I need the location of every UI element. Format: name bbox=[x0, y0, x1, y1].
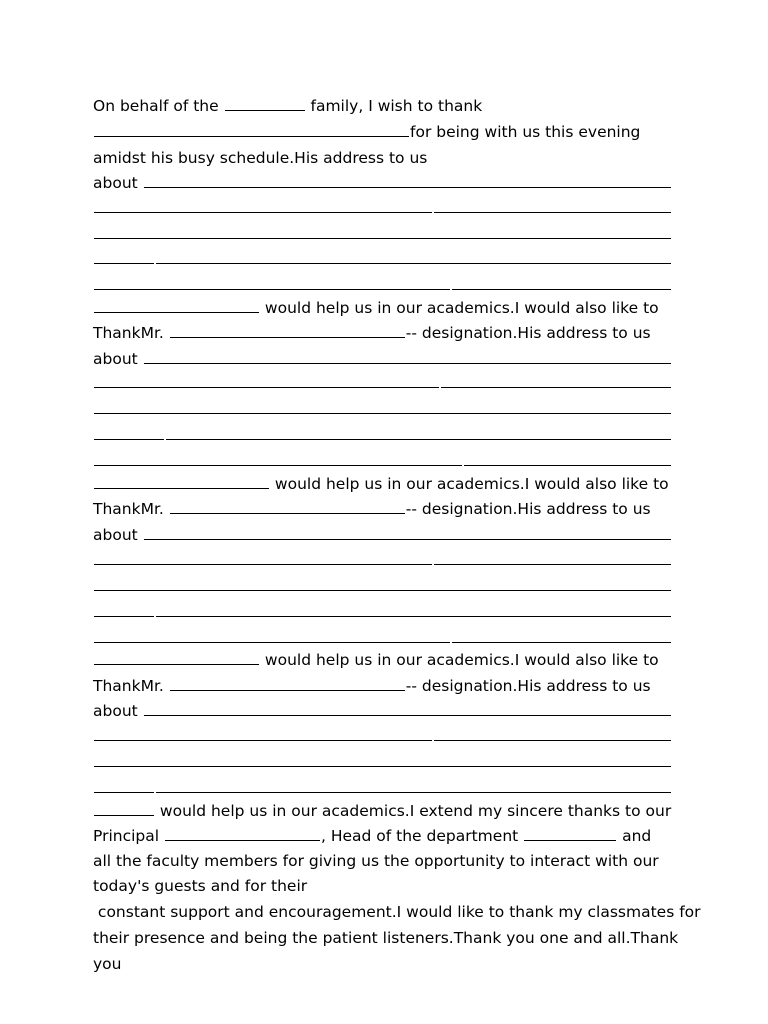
blank-underline-fill bbox=[144, 524, 671, 540]
text-line bbox=[93, 119, 672, 145]
text-line bbox=[93, 549, 672, 575]
blank-underline-fill bbox=[452, 274, 671, 290]
line-text: would help us in our academics.I would also like to bbox=[260, 651, 659, 669]
text-line bbox=[93, 698, 672, 724]
line-text: their presence and being the patient listeners.Thank you one and all.Thank bbox=[93, 929, 679, 947]
blank-underline bbox=[170, 322, 405, 338]
text-line bbox=[93, 145, 672, 171]
blank-underline bbox=[94, 121, 409, 137]
blank-underline-fill bbox=[434, 725, 671, 741]
line-text: about bbox=[93, 350, 143, 368]
line-text: amidst his busy schedule.His address to us bbox=[93, 149, 428, 167]
blank-underline-fill bbox=[434, 197, 671, 213]
line-text: would help us in our academics.I extend my sincere thanks to our bbox=[155, 802, 672, 820]
line-text: constant support and encouragement.I would like to thank my classmates for bbox=[93, 903, 701, 921]
text-line bbox=[93, 170, 672, 196]
blank-underline-fill bbox=[166, 424, 671, 440]
text-line bbox=[93, 295, 672, 321]
text-line bbox=[93, 725, 672, 751]
blank-underline bbox=[94, 800, 154, 816]
text-line bbox=[93, 346, 672, 372]
text-line bbox=[93, 398, 672, 424]
blank-underline-fill bbox=[156, 248, 671, 264]
blank-underline-fill bbox=[144, 700, 671, 716]
blank-underline bbox=[94, 601, 154, 617]
blank-underline bbox=[94, 424, 164, 440]
line-text: and bbox=[617, 827, 652, 845]
line-text: ThankMr. bbox=[93, 677, 169, 695]
line-text: family, I wish to thank bbox=[305, 97, 483, 115]
blank-underline-fill bbox=[452, 627, 671, 643]
blank-underline bbox=[94, 450, 462, 466]
line-text: -- designation.His address to us bbox=[405, 677, 651, 695]
text-line bbox=[93, 496, 672, 522]
text-line bbox=[93, 93, 672, 119]
line-text: for being with us this evening bbox=[410, 123, 641, 141]
text-line bbox=[93, 372, 672, 398]
text-line bbox=[93, 848, 672, 874]
text-line bbox=[93, 223, 672, 249]
blank-underline bbox=[94, 473, 269, 489]
blank-underline bbox=[170, 675, 405, 691]
text-line bbox=[93, 575, 672, 601]
blank-underline bbox=[94, 297, 259, 313]
text-line bbox=[93, 197, 672, 223]
line-text: today's guests and for their bbox=[93, 877, 308, 895]
blank-underline bbox=[94, 248, 154, 264]
text-line bbox=[93, 647, 672, 673]
blank-underline-fill bbox=[94, 223, 671, 239]
text-line bbox=[93, 823, 672, 849]
line-text: all the faculty members for giving us the opportunity to interact with our bbox=[93, 852, 659, 870]
text-line bbox=[93, 798, 672, 824]
text-line bbox=[93, 751, 672, 777]
blank-underline bbox=[94, 627, 450, 643]
blank-underline bbox=[170, 498, 405, 514]
blank-underline bbox=[94, 197, 432, 213]
line-text: would help us in our academics.I would also like to bbox=[270, 475, 669, 493]
text-line bbox=[93, 873, 672, 899]
line-text: you bbox=[93, 955, 122, 973]
blank-underline bbox=[94, 372, 439, 388]
line-text: about bbox=[93, 174, 143, 192]
line-text: On behalf of the bbox=[93, 97, 224, 115]
blank-underline-fill bbox=[144, 348, 671, 364]
text-line bbox=[93, 471, 672, 497]
line-text: , Head of the department bbox=[320, 827, 524, 845]
text-line bbox=[93, 601, 672, 627]
blank-underline bbox=[94, 649, 259, 665]
blank-underline bbox=[94, 777, 154, 793]
blank-underline-fill bbox=[434, 549, 671, 565]
line-text: -- designation.His address to us bbox=[405, 324, 651, 342]
blank-underline-fill bbox=[94, 398, 671, 414]
text-line bbox=[93, 899, 701, 925]
line-text: about bbox=[93, 702, 143, 720]
text-line bbox=[93, 673, 672, 699]
blank-underline-fill bbox=[94, 751, 671, 767]
text-line bbox=[93, 925, 679, 951]
blank-underline-fill bbox=[94, 575, 671, 591]
line-text: -- designation.His address to us bbox=[405, 500, 651, 518]
blank-underline-fill bbox=[441, 372, 671, 388]
blank-underline bbox=[94, 549, 432, 565]
text-line bbox=[93, 951, 672, 977]
line-text: about bbox=[93, 526, 143, 544]
line-text: ThankMr. bbox=[93, 324, 169, 342]
line-text: Principal bbox=[93, 827, 164, 845]
text-line bbox=[93, 424, 672, 450]
blank-underline bbox=[524, 825, 616, 841]
text-line bbox=[93, 248, 672, 274]
blank-underline bbox=[225, 95, 305, 111]
blank-underline-fill bbox=[144, 172, 671, 188]
blank-underline-fill bbox=[156, 777, 671, 793]
blank-underline bbox=[94, 725, 432, 741]
blank-underline-fill bbox=[464, 450, 671, 466]
text-line bbox=[93, 320, 672, 346]
blank-underline-fill bbox=[156, 601, 671, 617]
line-text: ThankMr. bbox=[93, 500, 169, 518]
blank-underline bbox=[94, 274, 450, 290]
blank-underline bbox=[165, 825, 320, 841]
text-line bbox=[93, 522, 672, 548]
line-text: would help us in our academics.I would also like to bbox=[260, 299, 659, 317]
